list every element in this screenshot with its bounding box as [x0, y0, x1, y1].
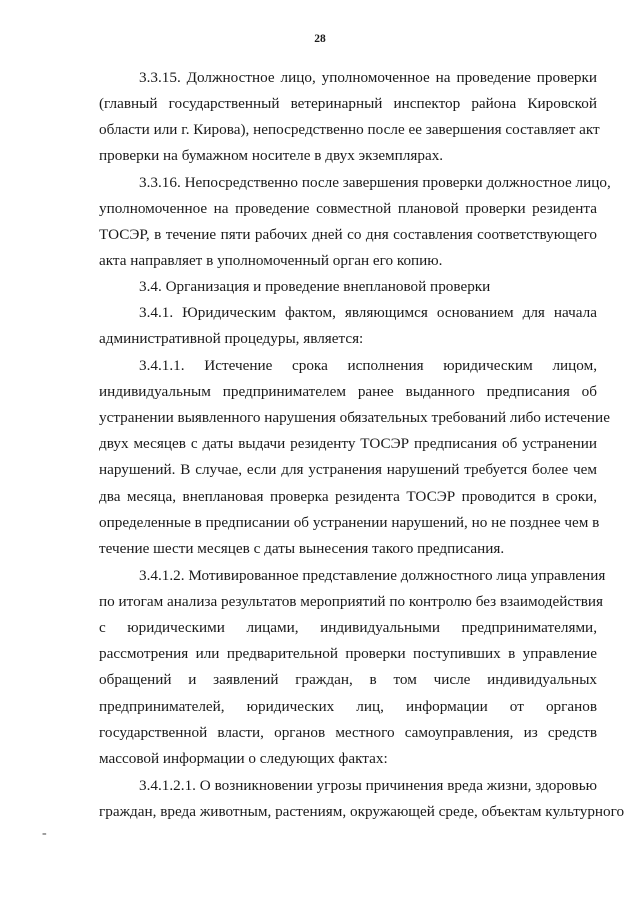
text-line: проверки на бумажном носителе в двух экземплярах. — [99, 147, 444, 164]
text-line: определенные в предписании об устранении нарушений, но не позднее чем в — [99, 514, 600, 531]
page-number: 28 — [314, 33, 326, 45]
text-line: с юридическими лицами, индивидуальными предпринимателями, — [99, 619, 597, 636]
text-line: два месяца, внеплановая проверка резидента ТОСЭР проводится в сроки, — [99, 488, 597, 505]
text-line: массовой информации о следующих фактах: — [99, 750, 388, 767]
text-line: ТОСЭР, в течение пяти рабочих дней со дня составления соответствующего — [99, 226, 597, 243]
text-line: предпринимателей, юридических лиц, информации от органов — [99, 698, 597, 715]
text-line: 3.3.16. Непосредственно после завершения проверки должностное лицо, — [139, 174, 611, 191]
text-line: нарушений. В случае, если для устранения нарушений требуется более чем — [99, 461, 597, 478]
text-line: 3.4.1.2. Мотивированное представление должностного лица управления — [139, 567, 606, 584]
text-line: граждан, вреда животным, растениям, окружающей среде, объектам культурного — [99, 803, 625, 820]
text-line: (главный государственный ветеринарный инспектор района Кировской — [99, 95, 597, 112]
text-line: 3.3.15. Должностное лицо, уполномоченное на проведение проверки — [139, 69, 597, 86]
text-line: обращений и заявлений граждан, в том числе индивидуальных — [99, 671, 597, 688]
text-line: рассмотрения или предварительной проверки поступивших в управление — [99, 645, 597, 662]
text-line: акта направляет в уполномоченный орган его копию. — [99, 252, 443, 269]
text-line: двух месяцев с даты выдачи резиденту ТОСЭР предписания об устранении — [99, 435, 597, 452]
text-line: индивидуальным предпринимателем ранее выданного предписания об — [99, 383, 597, 400]
text-line: уполномоченное на проведение совместной плановой проверки резидента — [99, 200, 597, 217]
margin-mark: - — [42, 826, 47, 841]
section-heading: 3.4. Организация и проведение внеплановой проверки — [139, 278, 491, 295]
text-line: государственной власти, органов местного самоуправления, из средств — [99, 724, 597, 741]
text-line: 3.4.1.1. Истечение срока исполнения юридическим лицом, — [139, 357, 597, 374]
text-line: административной процедуры, является: — [99, 330, 364, 347]
text-line: устранении выявленного нарушения обязательных требований либо истечение — [99, 409, 610, 426]
text-line: 3.4.1. Юридическим фактом, являющимся основанием для начала — [139, 304, 597, 321]
text-line: по итогам анализа результатов мероприятий по контролю без взаимодействия — [99, 593, 604, 610]
text-line: 3.4.1.2.1. О возникновении угрозы причинения вреда жизни, здоровью — [139, 777, 597, 794]
text-line: течение шести месяцев с даты вынесения такого предписания. — [99, 540, 505, 557]
text-line: области или г. Кирова), непосредственно после ее завершения составляет акт — [99, 121, 600, 138]
